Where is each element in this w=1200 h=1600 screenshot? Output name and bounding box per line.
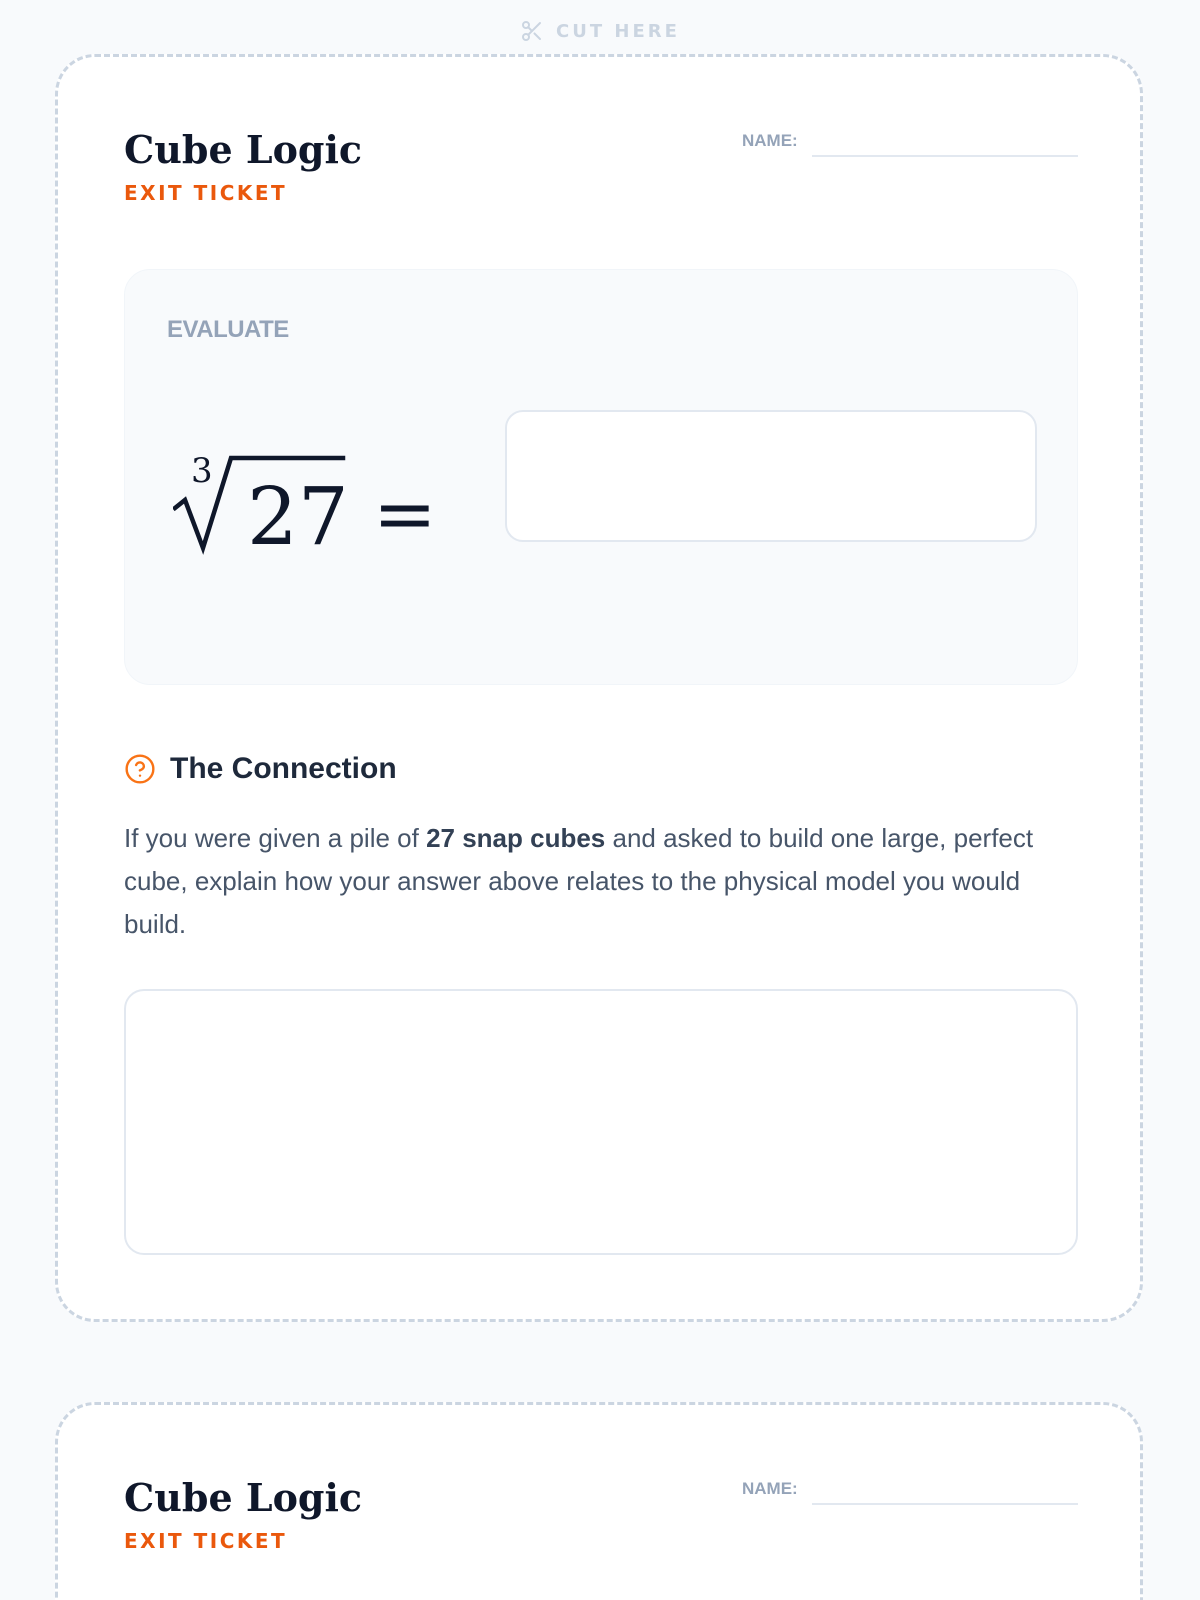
- cube-root-svg: [173, 430, 473, 560]
- prompt-text-end: and asked to build one large, perfect cube, explain how your answer above relates to the physical model you would build.: [124, 823, 1034, 939]
- exit-ticket-card-2: [55, 1402, 1143, 1600]
- ticket-title: Cube Logic: [124, 127, 363, 172]
- equals-sign: =: [373, 469, 437, 558]
- explanation-textarea[interactable]: [124, 989, 1078, 1255]
- exit-ticket-card: [55, 54, 1143, 1322]
- prompt-emphasis: 27 snap cubes: [426, 823, 606, 853]
- connection-title: The Connection: [170, 752, 397, 785]
- name-input[interactable]: [812, 1473, 1082, 1505]
- name-label: NAME:: [742, 131, 798, 150]
- ticket-subtitle: EXIT TICKET: [124, 1529, 288, 1553]
- scissors-icon: [520, 19, 544, 43]
- cut-line: [0, 16, 1200, 46]
- cube-root-expression: [173, 430, 473, 560]
- radicand: 27: [247, 470, 349, 560]
- evaluate-label: EVALUATE: [167, 316, 289, 343]
- prompt-text-start: If you were given a pile of: [124, 823, 427, 853]
- ticket-title: Cube Logic: [124, 1475, 363, 1520]
- connection-prompt: [124, 817, 1084, 946]
- root-index: 3: [191, 451, 213, 491]
- name-input[interactable]: [812, 125, 1082, 157]
- cut-here-label: CUT HERE: [556, 20, 680, 42]
- help-circle-icon: [124, 753, 156, 785]
- ticket-subtitle: EXIT TICKET: [124, 181, 288, 205]
- connection-heading: [124, 749, 397, 789]
- evaluate-panel: [124, 269, 1078, 685]
- answer-input[interactable]: [505, 410, 1037, 542]
- name-label: NAME:: [742, 1479, 798, 1498]
